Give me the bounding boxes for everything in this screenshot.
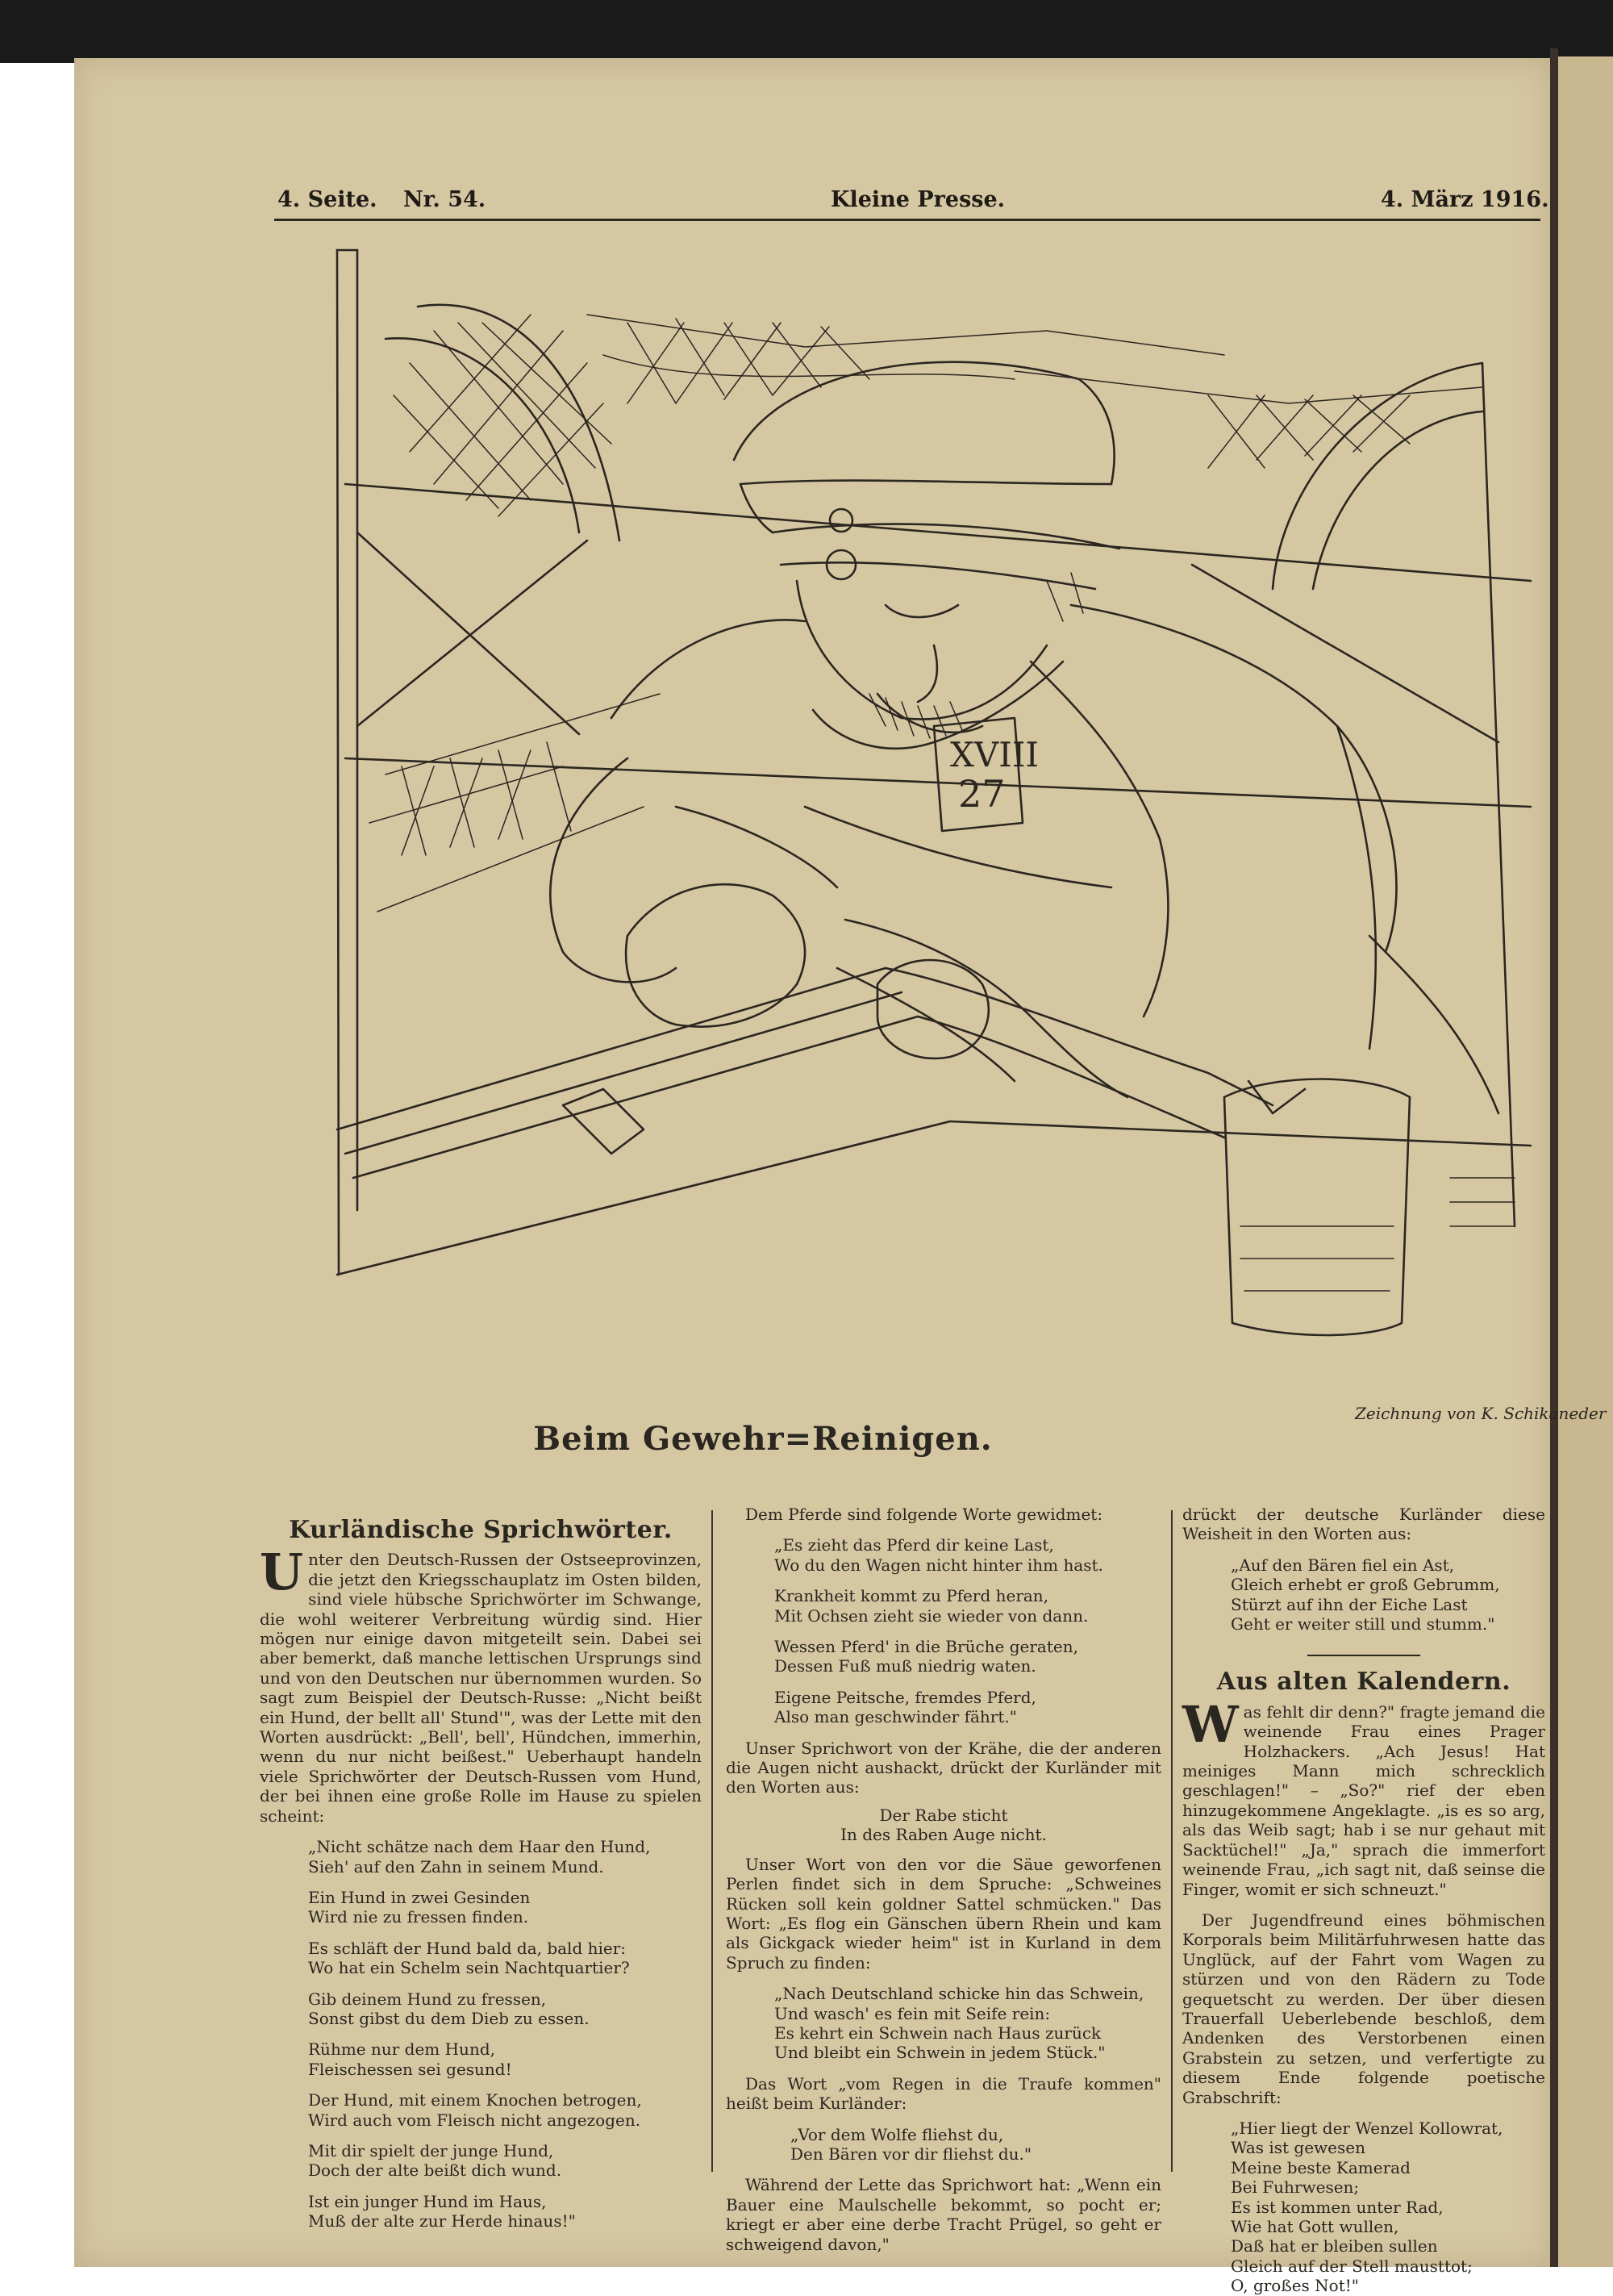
column-divider bbox=[1171, 1510, 1173, 2172]
section-rule bbox=[1307, 1655, 1420, 1656]
proverb-verse: Mit dir spielt der junge Hund, Doch der alte beißt dich wund. bbox=[308, 2140, 562, 2181]
illustration-credit: Zeichnung von K. Schikaneder bbox=[1355, 1404, 1607, 1423]
header-rule bbox=[274, 219, 1540, 221]
proverb-quote: Der Rabe sticht In des Raben Auge nicht. bbox=[840, 1805, 1047, 1845]
proverb-verse: „Nach Deutschland schicke hin das Schwein, Und wasch' es fein mit Seife rein: Es kehrt ein Schwein nach Haus zurück Und bleibt ein Schwein in jedem Stück." bbox=[774, 1984, 1144, 2063]
article-title-sprichwoerter: Kurländische Sprichwörter. bbox=[289, 1516, 673, 1544]
paragraph: Der Jugendfreund eines böhmischen Korporals beim Militärfuhrwesen hatte das Unglück, auf der Fahrt vom Wagen zu stürzen und von den Rädern zu Tode gequetscht zu werden. Der über diesen Trauerfall Ueberlebende beschloß, dem Andenken des Verstorbenen einen Grabstein zu setzen, und verfertigte zu diesem Ende folgende poetische Grabschrift: bbox=[1182, 1910, 1545, 2107]
anecdote-paragraph bbox=[1182, 1694, 1545, 1899]
article-title-kalendern: Aus alten Kalendern. bbox=[1216, 1668, 1511, 1697]
proverb-verse: Ein Hund in zwei Gesinden Wird nie zu fressen finden. bbox=[308, 1887, 531, 1927]
column-2 bbox=[726, 1505, 1161, 2254]
paragraph: Unser Sprichwort von der Krähe, die der anderen die Augen nicht aushackt, drückt der Kurländer mit den Worten aus: bbox=[726, 1738, 1161, 1797]
proverb-verse: Ist ein junger Hund im Haus, Muß der alte zur Herde hinaus!" bbox=[308, 2191, 576, 2231]
proverb-verse: Gib deinem Hund zu fressen, Sonst gibst du dem Dieb zu essen. bbox=[308, 1989, 590, 2028]
paragraph: Unser Wort von den vor die Säue geworfenen Perlen findet sich in dem Spruche: „Schweines Rücken soll kein goldner Sattel schmücken." Das Wort: „Es flog ein Gänschen übern Rhein und kam als Gickgack wieder heim" ist in Kurland in dem Spruch zu finden: bbox=[726, 1854, 1161, 1972]
proverb-verse: „Es zieht das Pferd dir keine Last, Wo du den Wagen nicht hinter ihm hast. bbox=[774, 1535, 1103, 1575]
soldier-cleaning-rifle-illustration bbox=[321, 242, 1547, 1412]
newspaper-name: Kleine Presse. bbox=[831, 187, 1006, 212]
paragraph: Das Wort „vom Regen in die Traufe kommen" heißt beim Kurländer: bbox=[726, 2073, 1161, 2114]
shoulder-badge-bottom: 27 bbox=[958, 772, 1006, 816]
proverb-verse: Es schläft der Hund bald da, bald hier: Wo hat ein Schelm sein Nachtquartier? bbox=[308, 1938, 630, 1978]
proverb-verse: Wessen Pferd' in die Brüche geraten, Dessen Fuß muß niedrig waten. bbox=[774, 1637, 1078, 1676]
caption-text: Beim Gewehr=Reinigen. bbox=[533, 1420, 993, 1458]
article-intro bbox=[260, 1542, 702, 1826]
page-number: 4. Seite. bbox=[277, 187, 377, 212]
column-divider bbox=[711, 1510, 713, 2172]
drop-cap: W bbox=[1182, 1694, 1239, 1754]
scanner-top-band bbox=[0, 0, 1613, 63]
paragraph: Während der Lette das Sprichwort hat: „Wenn ein Bauer eine Maulschelle bekommt, so pocht er; kriegt er aber eine derbe Tracht Prügel, so geht er schweigend davon," bbox=[726, 2175, 1161, 2254]
proverb-verse: Rühme nur dem Hund, Fleischessen sei gesund! bbox=[308, 2039, 512, 2079]
proverb-verse: Krankheit kommt zu Pferd heran, Mit Ochsen zieht sie wieder von dann. bbox=[774, 1586, 1089, 1626]
proverb-verse: „Nicht schätze nach dem Haar den Hund, Sieh' auf den Zahn in seinem Mund. bbox=[308, 1837, 651, 1876]
anecdote-text: as fehlt dir denn?" fragte jemand die weinende Frau eines Prager Holzhackers. „Ach Jesus! Hat meiniges Mann mich schrecklich geschlagen!" – „So?" rief der eben hinzugekommene Angeklagte. „is es so arg, als das Weib sagt; hab i se nur gehaut mit Sacktüchel!" „Ja," sprach die immerfort weinende Frau, „ich sagt nit, daß seinse die Finger, womit er sich schneuzt." bbox=[1182, 1701, 1545, 1899]
column-1 bbox=[260, 1505, 702, 2231]
epitaph-verse: „Hier liegt der Wenzel Kollowrat, Was ist gewesen Meine beste Kamerad Bei Fuhrwesen; Es ist kommen unter Rad, Wie hat Gott wullen, Daß hat er bleiben sullen Gleich auf der Stell mausttot; O, großes Not!" bbox=[1231, 2118, 1503, 2296]
proverb-verse: Der Hund, mit einem Knochen betrogen, Wird auch vom Fleisch nicht angezogen. bbox=[308, 2090, 642, 2130]
intro-text: nter den Deutsch-Russen der Ostseeprovinzen, die jetzt den Kriegsschauplatz im Osten bilden, sind viele hübsche Sprichwörter im Schwange, die wohl weiterer Verbreitung würdig sind. Hier mögen nur einige davon mitgeteilt sein. Dabei sei aber bemerkt, daß manche lettischen Ursprungs sind und von den Deutschen nur übernommen wurden. So sagt zum Beispiel der Deutsch-Russe: „Nicht beißt ein Hund, der bellt all' Stund'", was der Lette mit den Worten ausdrückt: „Bell', bell', Hündchen, immerhin, wenn du nur nicht beißest." Ueberhaupt handeln viele Sprichwörter der Deutsch-Russen vom Hund, der bei ihnen eine große Rolle im Hause zu spielen scheint: bbox=[260, 1550, 702, 1826]
paragraph: drückt der deutsche Kurländer diese Weisheit in den Worten aus: bbox=[1182, 1505, 1545, 1544]
issue-number: Nr. 54. bbox=[403, 187, 486, 212]
drop-cap: U bbox=[260, 1542, 304, 1602]
shoulder-badge-top: XVIII bbox=[950, 735, 1040, 774]
illustration-caption bbox=[0, 1420, 1613, 1458]
book-gutter bbox=[1550, 48, 1558, 2267]
proverb-verse: Eigene Peitsche, fremdes Pferd, Also man geschwinder fährt." bbox=[774, 1687, 1036, 1727]
issue-date: 4. März 1916. bbox=[1381, 187, 1549, 212]
adjacent-page-edge bbox=[1558, 56, 1613, 2267]
horse-intro: Dem Pferde sind folgende Worte gewidmet: bbox=[745, 1505, 1103, 1524]
scan-left-margin bbox=[0, 63, 74, 2267]
proverb-verse: „Vor dem Wolfe fliehst du, Den Bären vor dir fliehst du." bbox=[790, 2124, 1032, 2164]
proverb-verse: „Auf den Bären fiel ein Ast, Gleich erhebt er groß Gebrumm, Stürzt auf ihn der Eiche Last Geht er weiter still und stumm." bbox=[1231, 1555, 1500, 1634]
column-3 bbox=[1182, 1505, 1545, 2296]
